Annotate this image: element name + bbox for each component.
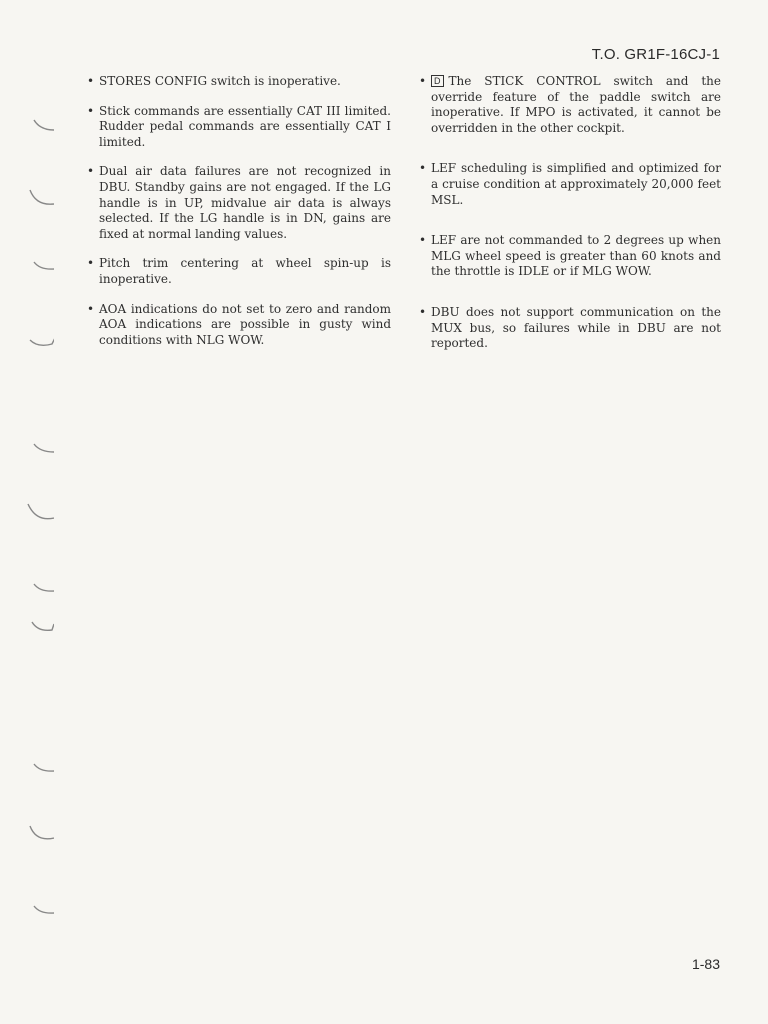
bullet-item <box>87 74 391 90</box>
document-number: T.O. GR1F-16CJ-1 <box>591 46 720 63</box>
bullet-dot: • <box>419 304 427 319</box>
left-column <box>87 74 391 348</box>
bullet-dot: • <box>87 74 95 88</box>
bullet-dot: • <box>87 164 95 179</box>
bullet-item <box>87 256 391 287</box>
bullet-dot: • <box>87 256 95 271</box>
bullet-text: LEF are not commanded to 2 degrees up when MLG wheel speed is greater than 60 knots and the throttle is IDLE or if MLG WOW. <box>431 233 721 279</box>
bullet-text: LEF scheduling is simplified and optimized for a cruise condition at approximately 20,000 feet MSL. <box>431 161 721 207</box>
bullet-dot: • <box>87 103 95 118</box>
punch-mark <box>24 500 54 530</box>
cockpit-tag: D <box>431 75 444 87</box>
bullet-item <box>87 164 391 242</box>
bullet-item <box>419 233 721 280</box>
punch-mark <box>24 754 54 784</box>
bullet-item <box>419 161 721 208</box>
punch-mark <box>24 896 54 926</box>
punch-mark <box>24 252 54 282</box>
punch-mark <box>24 612 54 642</box>
bullet-item <box>419 305 721 352</box>
punch-mark <box>24 820 54 850</box>
bullet-dot: • <box>419 74 427 88</box>
bullet-item <box>419 74 721 136</box>
bullet-text: Dual air data failures are not recognized in DBU. Standby gains are not engaged. If the LG handle is in UP, midvalue air data is always selected. If the LG handle is in DN, gains are fixed at normal landing values. <box>99 164 391 241</box>
punch-mark <box>24 574 54 604</box>
bullet-item <box>87 104 391 151</box>
punch-mark <box>24 112 54 142</box>
bullet-text: Stick commands are essentially CAT III limited. Rudder pedal commands are essentially CAT I limited. <box>99 103 391 149</box>
page-number: 1-83 <box>691 956 720 972</box>
bullet-text: Pitch trim centering at wheel spin-up is inoperative. <box>99 256 391 286</box>
bullet-dot: • <box>419 161 427 176</box>
bullet-dot: • <box>419 233 427 248</box>
bullet-text: DBU does not support communication on the MUX bus, so failures while in DBU are not reported. <box>431 304 721 351</box>
bullet-item <box>87 302 391 349</box>
bullet-text: The STICK CONTROL switch and the override feature of the paddle switch are inoperative. If MPO is activated, it cannot be overridden in the other cockpit. <box>431 74 721 135</box>
punch-mark <box>24 434 54 464</box>
bullet-text: AOA indications do not set to zero and random AOA indications are possible in gusty wind conditions with NLG WOW. <box>99 301 391 347</box>
punch-mark <box>24 186 54 216</box>
right-column <box>419 74 721 352</box>
bullet-dot: • <box>87 301 95 316</box>
bullet-text: STORES CONFIG switch is inoperative. <box>99 74 341 88</box>
punch-mark <box>24 328 54 358</box>
